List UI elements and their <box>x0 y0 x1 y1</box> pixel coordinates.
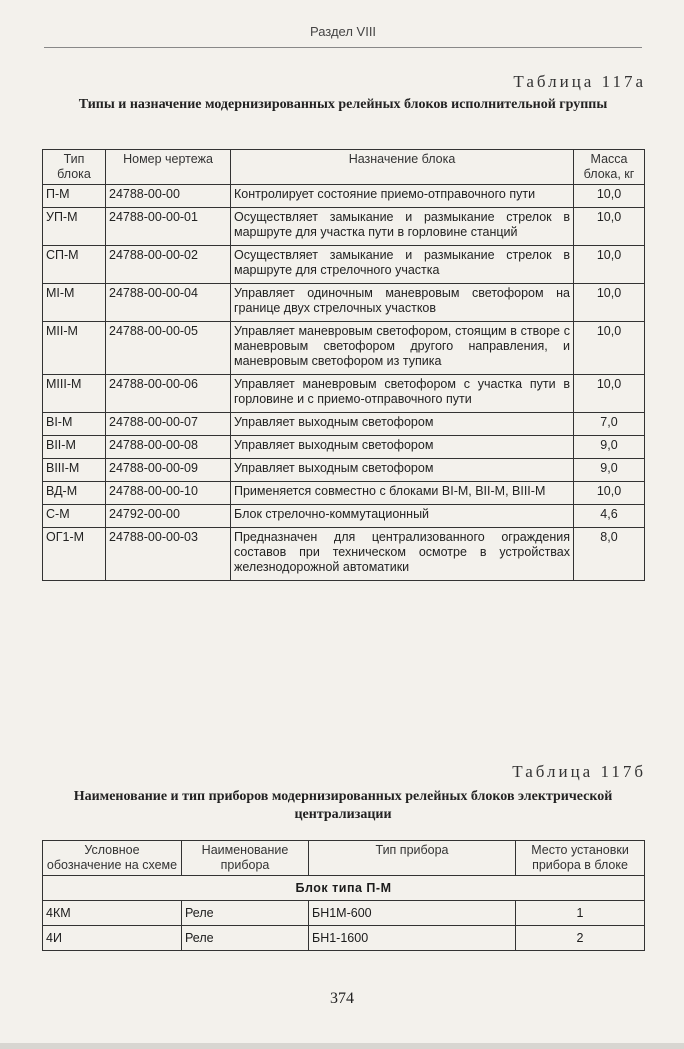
mass-cell: 9,0 <box>574 436 645 459</box>
drawing-number-cell: 24792-00-00 <box>106 505 231 528</box>
table2-title: Наименование и тип приборов модернизированных релейных блоков электрической централизации <box>73 789 613 822</box>
table1-row <box>43 505 645 528</box>
table1-col-type: Тип блока <box>43 150 106 185</box>
mass-cell: 10,0 <box>574 375 645 413</box>
purpose-cell: Управляет маневровым светофором, стоящим в створе с маневровым светофором другого направления, и маневровым светофором из тупика <box>231 322 574 375</box>
mass-cell: 8,0 <box>574 528 645 581</box>
install-place-cell: 1 <box>516 901 645 926</box>
table1 <box>42 149 645 581</box>
purpose-cell: Осуществляет замыкание и размыкание стрелок в маршруте для участка пути в горловине станций <box>231 208 574 246</box>
block-type-cell: ОГ1-М <box>43 528 106 581</box>
table1-row <box>43 436 645 459</box>
designation-cell: 4КМ <box>43 901 182 926</box>
device-name-cell: Реле <box>182 901 309 926</box>
table1-row <box>43 284 645 322</box>
table1-caption: Таблица 117а <box>513 72 646 91</box>
table1-row <box>43 528 645 581</box>
mass-cell: 7,0 <box>574 413 645 436</box>
table2-col-device-type: Тип прибора <box>309 841 516 876</box>
table2 <box>42 840 645 951</box>
drawing-number-cell: 24788-00-00-10 <box>106 482 231 505</box>
block-type-cell: ВIII-М <box>43 459 106 482</box>
drawing-number-cell: 24788-00-00-01 <box>106 208 231 246</box>
table1-row <box>43 459 645 482</box>
table1-body <box>43 185 645 581</box>
header-rule <box>44 47 642 48</box>
block-type-cell: МII-М <box>43 322 106 375</box>
block-type-cell: С-М <box>43 505 106 528</box>
mass-cell: 10,0 <box>574 284 645 322</box>
table1-row <box>43 185 645 208</box>
page-number: 374 <box>330 990 354 1007</box>
table2-group-row <box>43 876 645 901</box>
table1-row <box>43 482 645 505</box>
mass-cell: 4,6 <box>574 505 645 528</box>
table1-row <box>43 208 645 246</box>
table1-title: Типы и назначение модернизированных релейных блоков исполнительной группы <box>78 97 608 112</box>
page-bottom-edge <box>0 1043 684 1049</box>
table2-group-label: Блок типа П-М <box>43 876 645 901</box>
block-type-cell: УП-М <box>43 208 106 246</box>
table1-col-mass: Масса блока, кг <box>574 150 645 185</box>
block-type-cell: ВII-М <box>43 436 106 459</box>
purpose-cell: Управляет выходным светофором <box>231 459 574 482</box>
table1-row <box>43 413 645 436</box>
table1-col-purpose: Назначение блока <box>231 150 574 185</box>
table1-col-number: Номер чертежа <box>106 150 231 185</box>
table1-row <box>43 246 645 284</box>
designation-cell: 4И <box>43 926 182 951</box>
purpose-cell: Осуществляет замыкание и размыкание стрелок в маршруте для стрелочного участка <box>231 246 574 284</box>
table1-row <box>43 375 645 413</box>
table2-col-designation: Условное обозначение на схеме <box>43 841 182 876</box>
purpose-cell: Управляет выходным светофором <box>231 413 574 436</box>
drawing-number-cell: 24788-00-00-02 <box>106 246 231 284</box>
drawing-number-cell: 24788-00-00-04 <box>106 284 231 322</box>
section-header: Раздел VIII <box>309 24 377 39</box>
block-type-cell: МI-М <box>43 284 106 322</box>
mass-cell: 10,0 <box>574 246 645 284</box>
block-type-cell: ВД-М <box>43 482 106 505</box>
purpose-cell: Блок стрелочно-коммутационный <box>231 505 574 528</box>
mass-cell: 10,0 <box>574 208 645 246</box>
block-type-cell: МIII-М <box>43 375 106 413</box>
block-type-cell: ВI-М <box>43 413 106 436</box>
table2-caption: Таблица 117б <box>512 762 646 781</box>
device-name-cell: Реле <box>182 926 309 951</box>
block-type-cell: П-М <box>43 185 106 208</box>
drawing-number-cell: 24788-00-00 <box>106 185 231 208</box>
purpose-cell: Управляет выходным светофором <box>231 436 574 459</box>
device-type-cell: БН1М-600 <box>309 901 516 926</box>
mass-cell: 10,0 <box>574 185 645 208</box>
table2-row <box>43 926 645 951</box>
purpose-cell: Управляет маневровым светофором с участка пути в горловине и с приемо-отправочного пути <box>231 375 574 413</box>
drawing-number-cell: 24788-00-00-06 <box>106 375 231 413</box>
mass-cell: 10,0 <box>574 322 645 375</box>
table2-header-row <box>43 841 645 876</box>
purpose-cell: Управляет одиночным маневровым светофором на границе двух стрелочных участков <box>231 284 574 322</box>
purpose-cell: Предназначен для централизованного ограждения составов при техническом осмотре в устройствах железнодорожной автоматики <box>231 528 574 581</box>
drawing-number-cell: 24788-00-00-03 <box>106 528 231 581</box>
mass-cell: 9,0 <box>574 459 645 482</box>
drawing-number-cell: 24788-00-00-05 <box>106 322 231 375</box>
drawing-number-cell: 24788-00-00-08 <box>106 436 231 459</box>
mass-cell: 10,0 <box>574 482 645 505</box>
block-type-cell: СП-М <box>43 246 106 284</box>
table1-header-row <box>43 150 645 185</box>
device-type-cell: БН1-1600 <box>309 926 516 951</box>
table2-row <box>43 901 645 926</box>
install-place-cell: 2 <box>516 926 645 951</box>
table1-row <box>43 322 645 375</box>
table2-body <box>43 901 645 951</box>
table2-col-name: Наименование прибора <box>182 841 309 876</box>
table2-col-place: Место установки прибора в блоке <box>516 841 645 876</box>
drawing-number-cell: 24788-00-00-09 <box>106 459 231 482</box>
purpose-cell: Контролирует состояние приемо-отправочного пути <box>231 185 574 208</box>
purpose-cell: Применяется совместно с блоками ВI-М, ВII-М, ВIII-М <box>231 482 574 505</box>
drawing-number-cell: 24788-00-00-07 <box>106 413 231 436</box>
